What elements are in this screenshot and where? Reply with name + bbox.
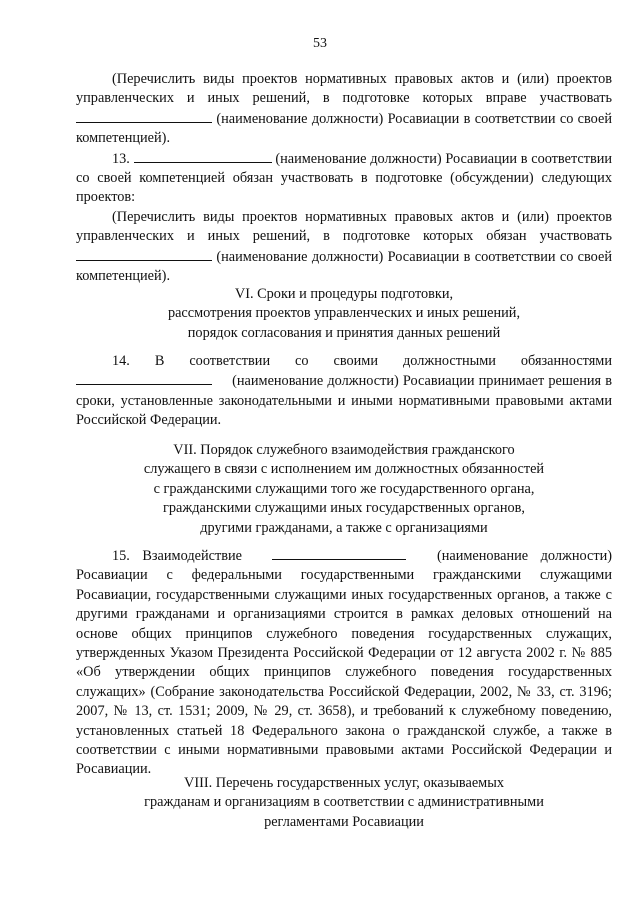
paragraph-text-tail: (наименование должности) Росавиации принимает решения в сроки, установленные законодательными и иными нормативными правовыми актами Российской Федерации. <box>76 373 612 429</box>
paragraph-text: 14. В соответствии со своими должностными обязанностями <box>112 353 612 369</box>
paragraph-list-optional <box>76 70 612 149</box>
paragraph-text-tail: (наименование должности) Росавиации в соответствии со своей компетенцией обязан участвовать в подготовке (обсуждении) следующих проектов: <box>76 150 613 206</box>
blank-line <box>76 371 212 385</box>
heading-line: порядок согласования и принятия данных решений <box>187 324 501 341</box>
heading-line: VII. Порядок служебного взаимодействия гражданского <box>173 442 515 458</box>
heading-line: гражданам и организациям в соответствии с административными <box>144 794 544 811</box>
paragraph-number: 13. <box>112 150 130 167</box>
paragraph-15 <box>76 546 612 780</box>
heading-line: служащего в связи с исполнением им должностных обязанностей <box>143 461 545 478</box>
heading-line: рассмотрения проектов управленческих и иных решений, <box>167 305 521 322</box>
section-heading-viii <box>76 774 612 832</box>
paragraph-text: 15. Взаимодействие <box>112 548 242 564</box>
heading-line: гражданскими служащими иных государственных органов, <box>162 500 525 517</box>
paragraph-text-tail: (наименование должности) Росавиации с федеральными государственными гражданскими служащими Росавиации, государственными служащими иных государственных органов, а также с другими гражданами и организациями строится в рамках деловых отношений на основе общих принципов служебного поведения государственных служащих, утвержденных Указом Президента Российской Федерации от 12 августа 2002 г. № 885 «Об утверждении общих принципов служебного поведения государственных служащих» (Собрание законодательства Российской Федерации, 2002, № 33, ст. 3196; 2007, № 13, ст. 1531; 2009, № 29, ст. 3658), и требований к служебному поведению, установленных статьей 18 Федерального закона о гражданской службе, а также в соответствии с иными нормативными правовыми актами Российской Федерации и Росавиации. <box>76 548 613 778</box>
paragraph-14 <box>76 352 612 431</box>
section-heading-vii <box>76 441 612 538</box>
heading-line: другими гражданами, а также с организациями <box>200 519 488 536</box>
block-para-14 <box>76 352 612 431</box>
blank-line <box>76 247 212 261</box>
paragraph-text: (Перечислить виды проектов нормативных правовых актов и (или) проектов управленческих и иных решений, в подготовке которых обязан участвовать <box>76 208 612 245</box>
heading-line: с гражданскими служащими того же государственного органа, <box>153 480 535 497</box>
block-para-15 <box>76 546 612 780</box>
paragraph-text: (Перечислить виды проектов нормативных правовых актов и (или) проектов управленческих и иных решений, в подготовке которых вправе участвовать <box>76 71 612 107</box>
paragraph-list-mandatory <box>76 208 612 287</box>
blank-line <box>272 546 406 560</box>
block-intro <box>76 70 612 286</box>
blank-line <box>76 109 212 123</box>
paragraph-13 <box>76 149 612 208</box>
paragraph-text-tail: (наименование должности) Росавиации в соответствии со своей компетенцией). <box>76 248 613 285</box>
blank-line <box>134 149 272 163</box>
section-heading-vi <box>76 285 612 343</box>
page-number: 53 <box>313 36 327 51</box>
heading-line: VIII. Перечень государственных услуг, оказываемых <box>184 775 504 791</box>
heading-line: регламентами Росавиации <box>264 813 424 830</box>
heading-line: VI. Сроки и процедуры подготовки, <box>234 286 454 302</box>
paragraph-text-tail: (наименование должности) Росавиации в соответствии со своей компетенцией). <box>76 110 613 147</box>
